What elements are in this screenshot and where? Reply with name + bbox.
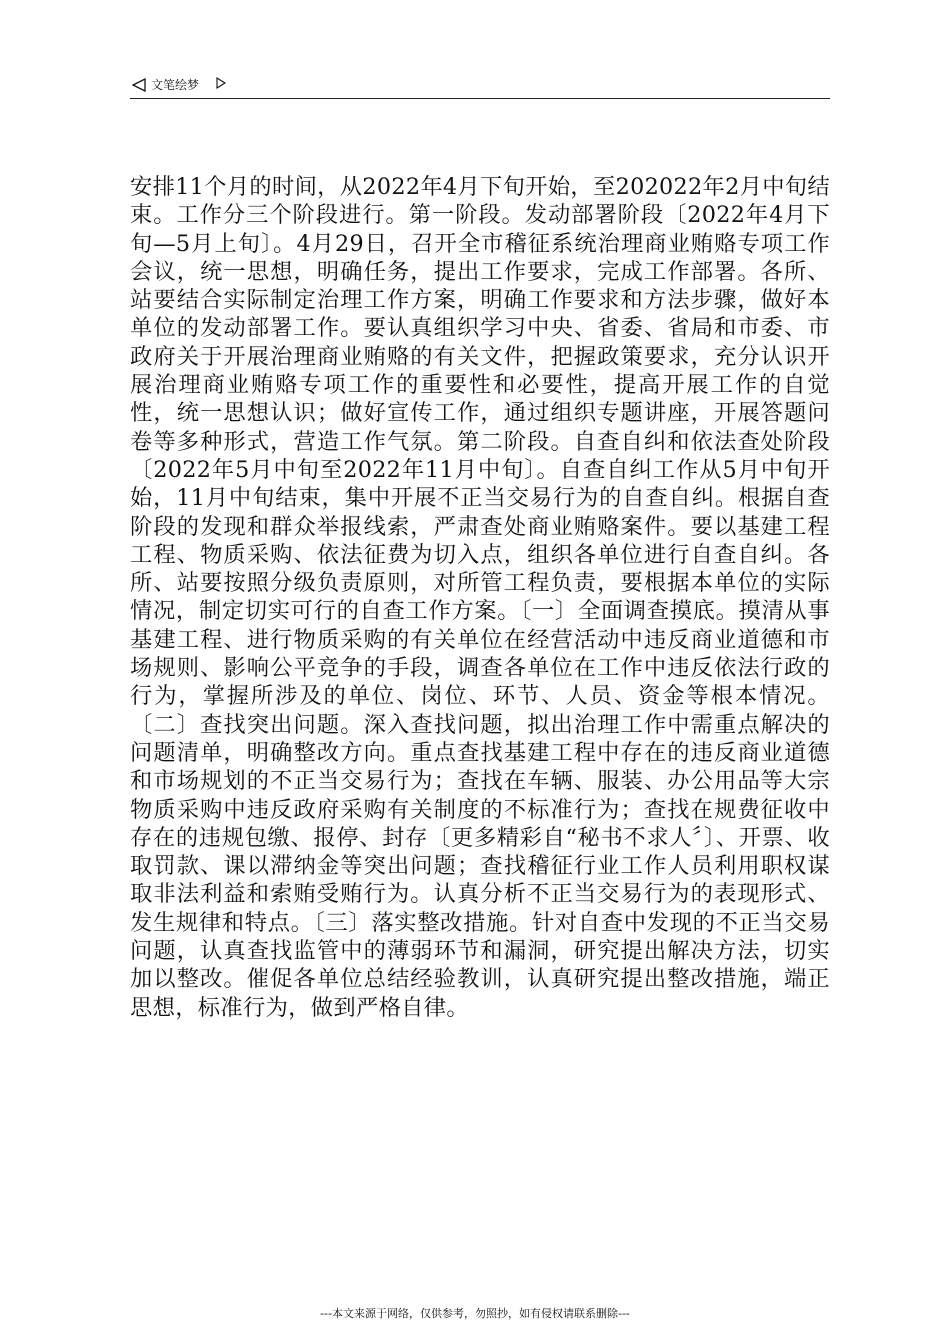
triangle-left-outline-icon	[132, 78, 146, 92]
triangle-right-outline-icon	[216, 77, 226, 89]
header-brand: 文笔绘梦	[151, 78, 200, 92]
document-body-paragraph: 安排11个月的时间，从2022年4月下旬开始，至202022年2月中旬结束。工作分三个阶段进行。第一阶段。发动部署阶段〔2022年4月下旬—5月上旬〕。4月29日，召开全市稽征系统治理商业贿赂专项工作会议，统一思想，明确任务，提出工作要求，完成工作部署。各所、站要结合实际制定治理工作方案，明确工作要求和方法步骤，做好本单位的发动部署工作。要认真组织学习中央、省委、省局和市委、市政府关于开展治理商业贿赂的有关文件，把握政策要求，充分认识开展治理商业贿赂专项工作的重要性和必要性，提高开展工作的自觉性，统一思想认识；做好宣传工作，通过组织专题讲座，开展答题问卷等多种形式，营造工作气氛。第二阶段。自查自纠和依法查处阶段〔2022年5月中旬至2022年11月中旬〕。自查自纠工作从5月中旬开始，11月中旬结束，集中开展不正当交易行为的自查自纠。根据自查阶段的发现和群众举报线索，严肃查处商业贿赂案件。要以基建工程工程、物质采购、依法征费为切入点，组织各单位进行自查自纠。各所、站要按照分级负责原则，对所管工程负责，要根据本单位的实际情况，制定切实可行的自查工作方案。〔一〕全面调查摸底。摸清从事基建工程、进行物质采购的有关单位在经营活动中违反商业道德和市场规则、影响公平竞争的手段，调查各单位在工作中违反依法行政的行为，掌握所涉及的单位、岗位、环节、人员、资金等根本情况。〔二〕查找突出问题。深入查找问题，拟出治理工作中需重点解决的问题清单，明确整改方向。重点查找基建工程中存在的违反商业道德和市场规划的不正当交易行为；查找在车辆、服装、办公用品等大宗物质采购中违反政府采购有关制度的不标准行为；查找在规费征收中存在的违规包缴、报停、封存〔更多精彩自“秘书不求人〞〕、开票、收取罚款、课以滞纳金等突出问题；查找稽征行业工作人员利用职权谋取非法利益和索贿受贿行为。认真分析不正当交易行为的表现形式、发生规律和特点。〔三〕落实整改措施。针对自查中发现的不正当交易问题，认真查找监管中的薄弱环节和漏洞，研究提出解决方法，切实加以整改。催促各单位总结经验教训，认真研究提出整改措施，端正思想，标准行为，做到严格自律。	[130, 174, 830, 1021]
page-header	[130, 74, 830, 99]
footer-disclaimer: ---本文来源于网络，仅供参考，勿照抄，如有侵权请联系删除---	[320, 1307, 630, 1320]
